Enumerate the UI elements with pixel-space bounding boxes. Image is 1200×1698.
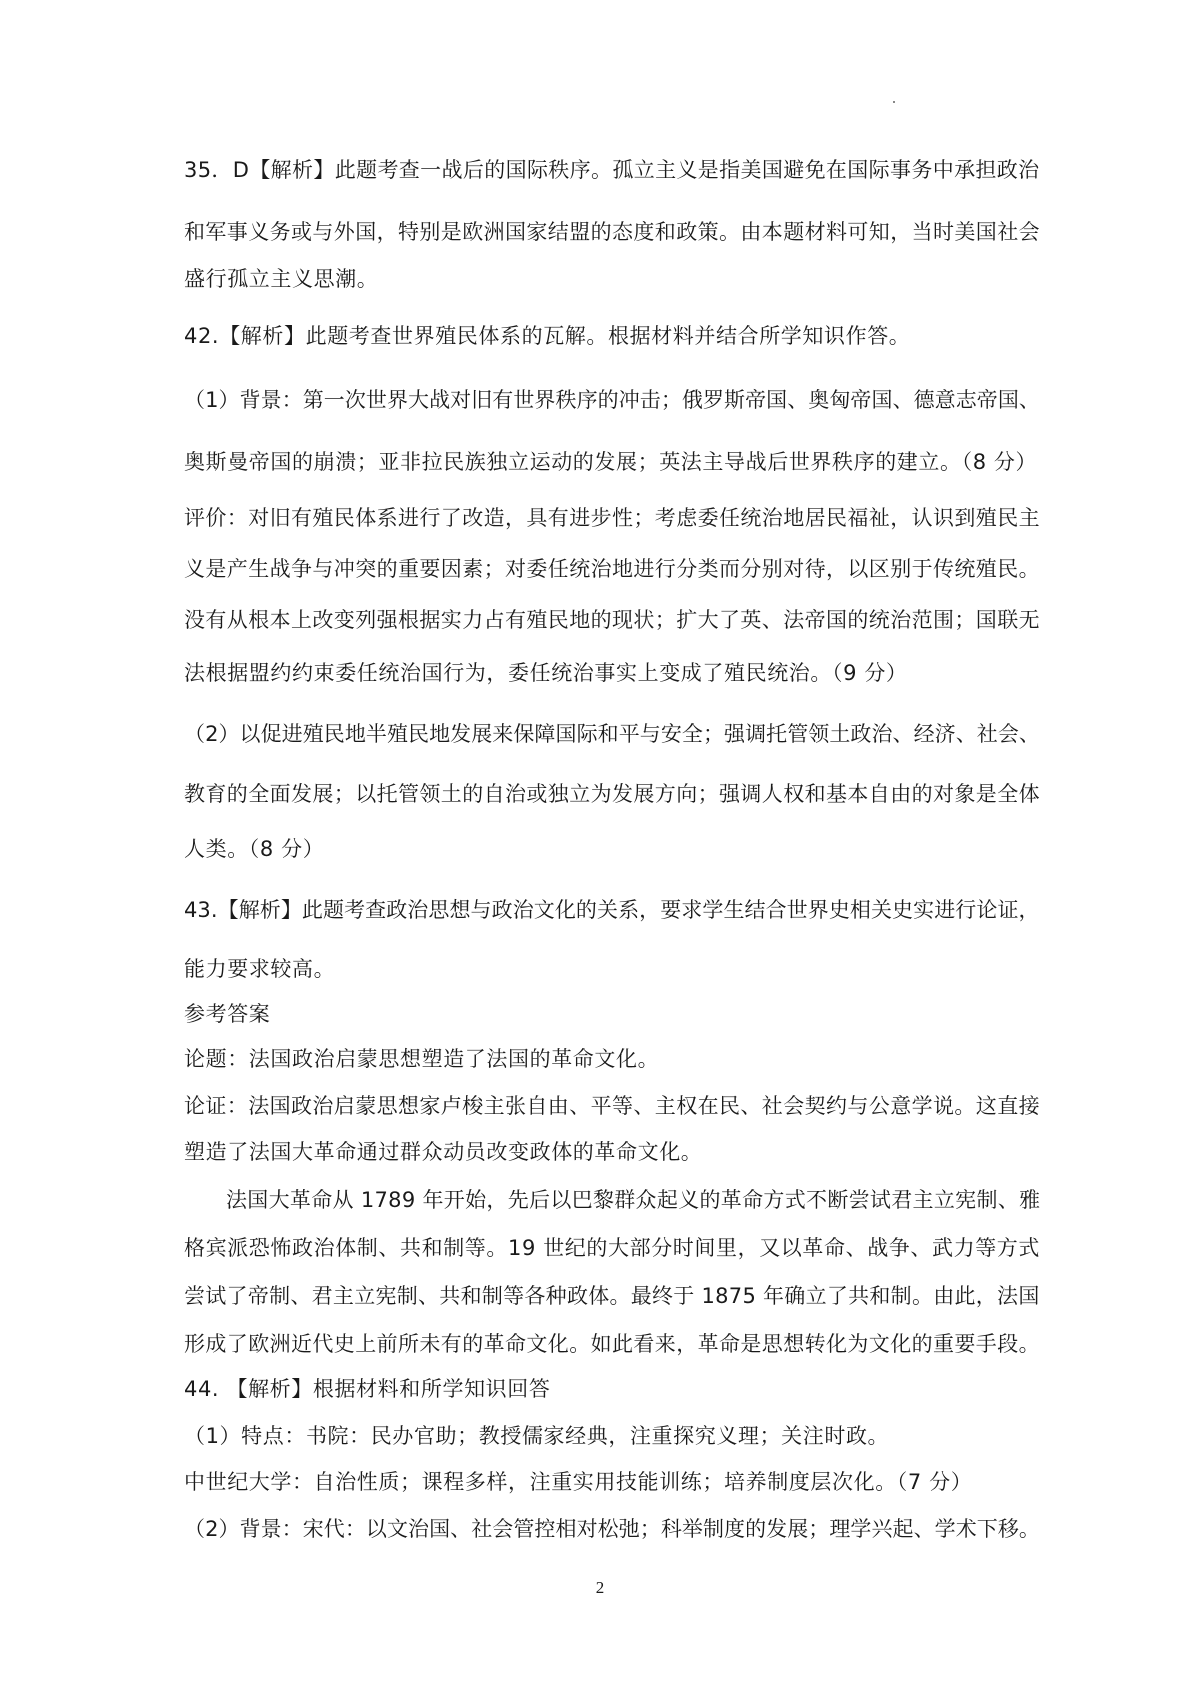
answer-43-heading-line-1: 43.【解析】此题考查政治思想与政治文化的关系，要求学生结合世界史相关史实进行论证， <box>184 898 1040 922</box>
answer-42-part2-line-2: 教育的全面发展；以托管领土的自治或独立为发展方向；强调人权和基本自由的对象是全体 <box>184 782 1040 806</box>
answer-42-evaluation-line-4: 法根据盟约约束委任统治国行为，委任统治事实上变成了殖民统治。（9 分） <box>184 661 908 685</box>
answer-44-heading: 44. 【解析】根据材料和所学知识回答 <box>184 1377 551 1401</box>
answer-35-line-2: 和军事义务或与外国，特别是欧洲国家结盟的态度和政策。由本题材料可知，当时美国社会 <box>184 220 1040 244</box>
answer-42-part2-line-3: 人类。（8 分） <box>184 837 325 861</box>
argument-paragraph-line-2: 格宾派恐怖政治体制、共和制等。19 世纪的大部分时间里，又以革命、战争、武力等方式 <box>184 1236 1040 1260</box>
scan-speck <box>893 101 895 103</box>
answer-42-heading: 42.【解析】此题考查世界殖民体系的瓦解。根据材料并结合所学知识作答。 <box>184 324 911 348</box>
reference-answer-label: 参考答案 <box>184 1002 271 1026</box>
answer-43-heading-line-2: 能力要求较高。 <box>184 957 336 981</box>
answer-35-line-3: 盛行孤立主义思潮。 <box>184 267 379 291</box>
page-number: 2 <box>595 1578 605 1597</box>
answer-42-evaluation-line-1: 评价：对旧有殖民体系进行了改造，具有进步性；考虑委任统治地居民福祉，认识到殖民主 <box>184 506 1040 530</box>
argument-line-1: 论证：法国政治启蒙思想家卢梭主张自由、平等、主权在民、社会契约与公意学说。这直接 <box>184 1094 1040 1118</box>
answer-44-part2-line-1: （2）背景：宋代：以文治国、社会管控相对松弛；科举制度的发展；理学兴起、学术下移。 <box>184 1517 1040 1541</box>
answer-42-evaluation-line-3: 没有从根本上改变列强根据实力占有殖民地的现状；扩大了英、法帝国的统治范围；国联无 <box>184 608 1040 632</box>
answer-42-part2-line-1: （2）以促进殖民地半殖民地发展来保障国际和平与安全；强调托管领土政治、经济、社会、 <box>184 722 1040 746</box>
answer-42-part1-line-2: 奥斯曼帝国的崩溃；亚非拉民族独立运动的发展；英法主导战后世界秩序的建立。（8 分） <box>184 450 1038 474</box>
thesis-line: 论题：法国政治启蒙思想塑造了法国的革命文化。 <box>184 1047 660 1071</box>
argument-paragraph-line-4: 形成了欧洲近代史上前所未有的革命文化。如此看来，革命是思想转化为文化的重要手段。 <box>184 1332 1040 1356</box>
answer-44-part1-line-1: （1）特点：书院：民办官助；教授儒家经典，注重探究义理；关注时政。 <box>184 1424 890 1448</box>
argument-paragraph-line-1: 法国大革命从 1789 年开始，先后以巴黎群众起义的革命方式不断尝试君主立宪制、雅 <box>226 1188 1041 1212</box>
answer-42-evaluation-line-2: 义是产生战争与冲突的重要因素；对委任统治地进行分类而分别对待，以区别于传统殖民。 <box>184 557 1040 581</box>
answer-42-part1-line-1: （1）背景：第一次世界大战对旧有世界秩序的冲击；俄罗斯帝国、奥匈帝国、德意志帝国、 <box>184 388 1040 412</box>
answer-44-part1-line-2: 中世纪大学：自治性质；课程多样，注重实用技能训练；培养制度层次化。（7 分） <box>184 1470 973 1494</box>
answer-35-line-1: 35．D【解析】此题考查一战后的国际秩序。孤立主义是指美国避免在国际事务中承担政治 <box>184 158 1040 182</box>
argument-paragraph-line-3: 尝试了帝制、君主立宪制、共和制等各种政体。最终于 1875 年确立了共和制。由此，法国 <box>184 1284 1040 1308</box>
argument-line-2: 塑造了法国大革命通过群众动员改变政体的革命文化。 <box>184 1140 703 1164</box>
